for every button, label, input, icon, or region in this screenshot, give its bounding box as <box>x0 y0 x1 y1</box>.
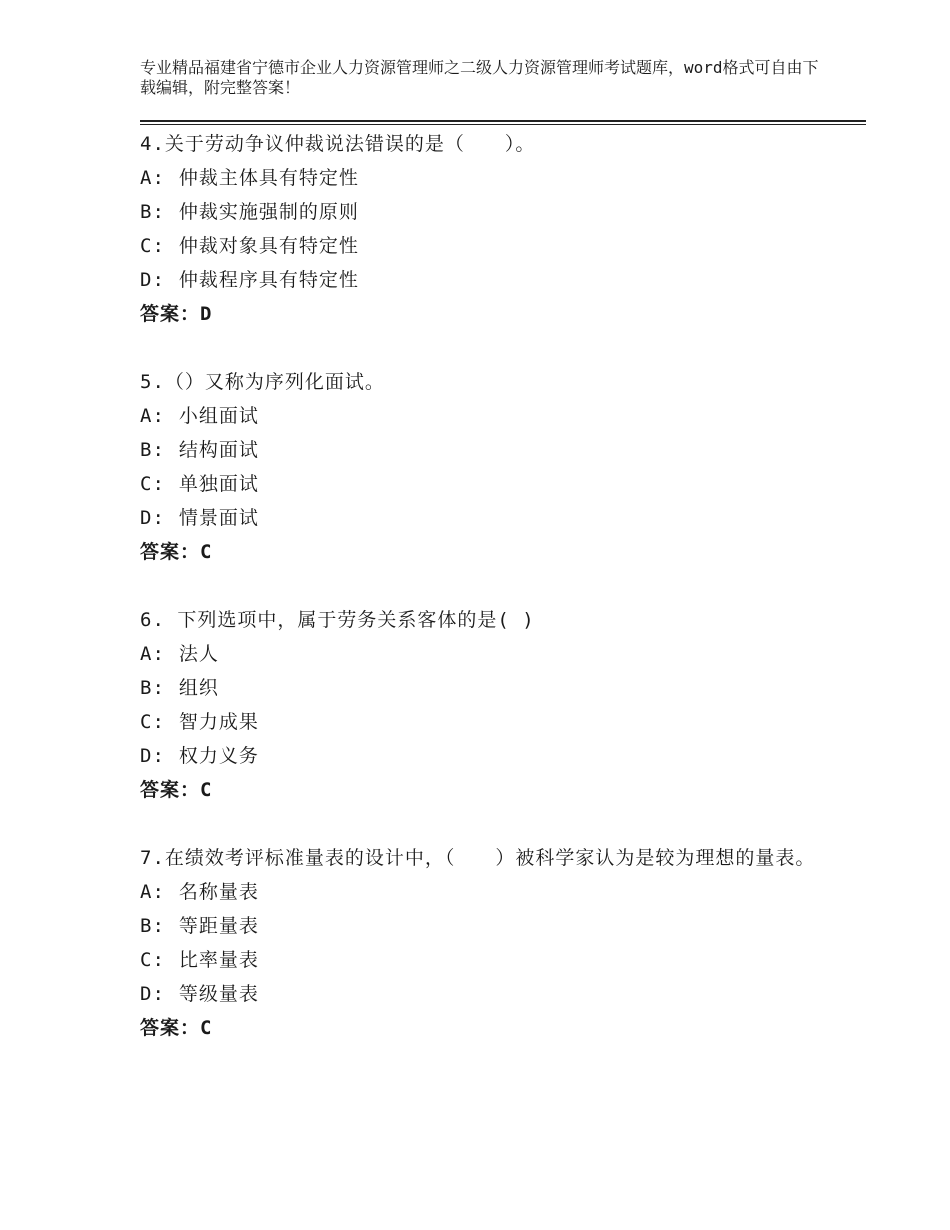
option-b <box>140 909 820 943</box>
option-text: 等距量表 <box>178 915 259 937</box>
option-letter: D: <box>140 269 165 291</box>
option-letter: A: <box>140 643 165 665</box>
question-stem: 7.在绩效考评标准量表的设计中，（ ）被科学家认为是较为理想的量表。 <box>140 847 816 869</box>
option-letter: C: <box>140 473 165 495</box>
question-item <box>140 603 820 807</box>
option-a <box>140 161 820 195</box>
option-c <box>140 943 820 977</box>
option-a <box>140 399 820 433</box>
answer-line: 答案：C <box>140 779 213 801</box>
option-letter: B: <box>140 915 165 937</box>
answer-line: 答案：C <box>140 1017 213 1039</box>
option-d <box>140 977 820 1011</box>
option-b <box>140 433 820 467</box>
option-text: 小组面试 <box>178 405 259 427</box>
option-d <box>140 501 820 535</box>
option-text: 仲裁程序具有特定性 <box>178 269 359 291</box>
option-text: 智力成果 <box>178 711 259 733</box>
option-text: 情景面试 <box>178 507 259 529</box>
option-text: 组织 <box>178 677 219 699</box>
option-text: 等级量表 <box>178 983 259 1005</box>
question-stem: 5.（）又称为序列化面试。 <box>140 371 385 393</box>
option-letter: D: <box>140 507 165 529</box>
option-d <box>140 739 820 773</box>
document-header: 专业精品福建省宁德市企业人力资源管理师之二级人力资源管理师考试题库，word格式可自由下载编辑，附完整答案！ <box>140 58 819 97</box>
question-stem: 4.关于劳动争议仲裁说法错误的是（ ）。 <box>140 133 536 155</box>
header-divider <box>140 120 866 125</box>
option-text: 仲裁主体具有特定性 <box>178 167 359 189</box>
option-text: 仲裁对象具有特定性 <box>178 235 359 257</box>
option-text: 法人 <box>178 643 219 665</box>
option-letter: D: <box>140 983 165 1005</box>
option-letter: B: <box>140 201 165 223</box>
option-b <box>140 671 820 705</box>
option-text: 比率量表 <box>178 949 259 971</box>
option-text: 名称量表 <box>178 881 259 903</box>
option-letter: C: <box>140 949 165 971</box>
answer-line: 答案：C <box>140 541 213 563</box>
option-text: 权力义务 <box>178 745 259 767</box>
option-b <box>140 195 820 229</box>
option-text: 仲裁实施强制的原则 <box>178 201 359 223</box>
option-letter: B: <box>140 439 165 461</box>
option-d <box>140 263 820 297</box>
option-a <box>140 875 820 909</box>
option-c <box>140 467 820 501</box>
question-item <box>140 365 820 569</box>
question-list <box>140 127 820 1079</box>
option-text: 结构面试 <box>178 439 259 461</box>
option-c <box>140 229 820 263</box>
question-item <box>140 841 820 1045</box>
option-c <box>140 705 820 739</box>
option-letter: A: <box>140 405 165 427</box>
answer-line: 答案：D <box>140 303 213 325</box>
option-letter: B: <box>140 677 165 699</box>
option-letter: C: <box>140 235 165 257</box>
question-item <box>140 127 820 331</box>
option-letter: A: <box>140 881 165 903</box>
question-stem: 6. 下列选项中，属于劳务关系客体的是( ) <box>140 609 535 631</box>
option-letter: C: <box>140 711 165 733</box>
option-letter: D: <box>140 745 165 767</box>
option-letter: A: <box>140 167 165 189</box>
option-text: 单独面试 <box>178 473 259 495</box>
option-a <box>140 637 820 671</box>
